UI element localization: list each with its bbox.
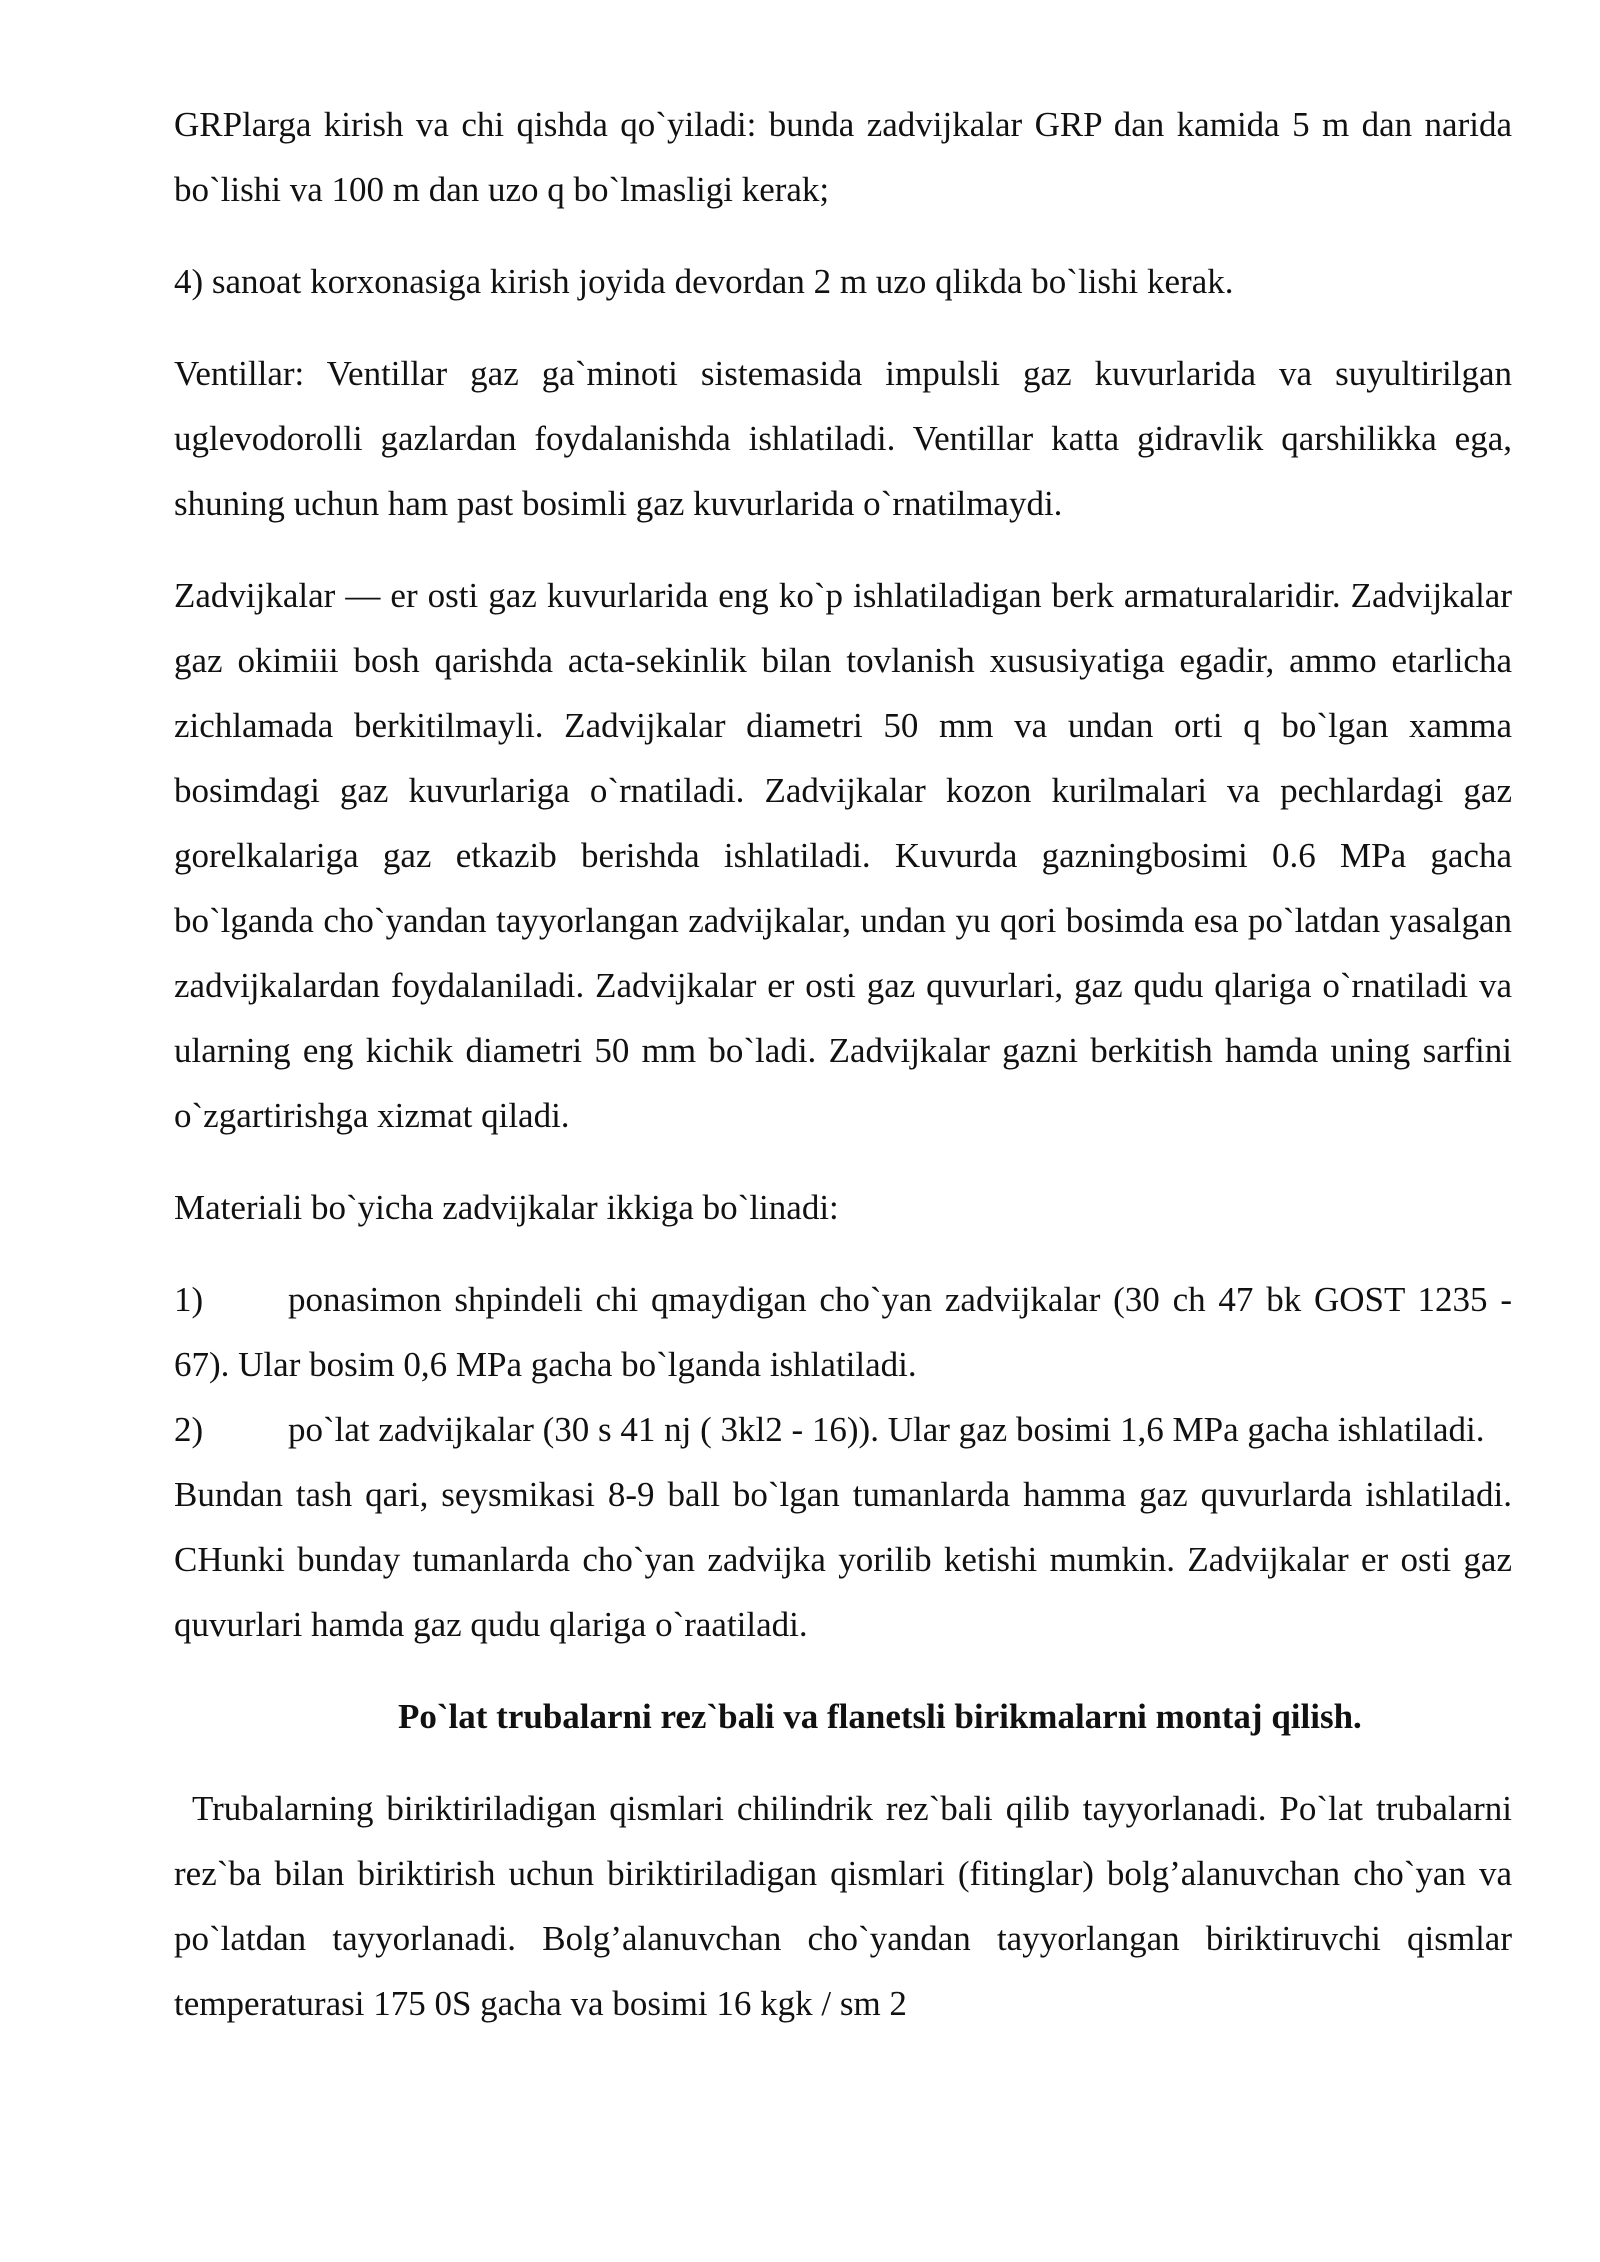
- paragraph-zadvijkalar: Zadvijkalar — er osti gaz kuvurlarida eng ko`p ishlatiladigan berk armaturalaridir. Zadvijkalar gaz okimiii bosh qarishda acta-sekinlik bilan tovlanish xususiyatiga egadir, ammo etarlicha zichlamada berkitilmayli. Zadvijkalar diametri 50 mm va undan orti q bo`lgan xamma bosimdagi gaz kuvurlariga o`rnatiladi. Zadvijkalar kozon kurilmalari va pechlardagi gaz gorelkalariga gaz etkazib berishda ishlatiladi. Kuvurda gazningbosimi 0.6 MPa gacha bo`lganda cho`yandan tayyorlangan zadvijkalar, undan yu qori bosimda esa po`latdan yasalgan zadvijkalardan foydalaniladi. Zadvijkalar er osti gaz quvurlari, gaz qudu qlariga o`rnatiladi va ularning eng kichik diametri 50 mm bo`ladi. Zadvijkalar gazni berkitish hamda uning sarfini o`zgartirishga xizmat qiladi.: [174, 576, 1512, 1135]
- list-item-text: po`lat zadvijkalar (30 s 41 nj ( 3kl2 - 16)). Ular gaz bosimi 1,6 MPa gacha ishlatiladi.: [288, 1410, 1485, 1449]
- list-item: [174, 1267, 1512, 1397]
- section-heading: Po`lat trubalarni rez`bali va flanetsli birikmalarni montaj qilish.: [398, 1697, 1362, 1736]
- paragraph-grp-valves: GRPlarga kirish va chi qishda qo`yiladi: bunda zadvijkalar GRP dan kamida 5 m dan narida bo`lishi va 100 m dan uzo q bo`lmasligi kerak;: [174, 105, 1512, 209]
- material-list: [174, 1267, 1512, 1462]
- list-item-number: 1): [174, 1280, 204, 1319]
- list-item-number: 2): [174, 1410, 204, 1449]
- paragraph-pipe-joints: Trubalarning biriktiriladigan qismlari chilindrik rez`bali qilib tayyorlanadi. Po`lat trubalarni rez`ba bilan biriktirish uchun biriktiriladigan qismlari (fitinglar) bolg’alanuvchan cho`yan va po`latdan tayyorlanadi. Bolg’alanuvchan cho`yandan tayyorlangan biriktiruvchi qismlar temperaturasi 175 0S gacha va bosimi 16 kgk / sm 2: [174, 1789, 1512, 2023]
- paragraph-ventillar: Ventillar: Ventillar gaz ga`minoti sistemasida impulsli gaz kuvurlarida va suyultirilgan uglevodorolli gazlardan foydalanishda ishlatiladi. Ventillar katta gidravlik qarshilikka ega, shuning uchun ham past bosimli gaz kuvurlarida o`rnatilmaydi.: [174, 354, 1512, 523]
- list-item-text: ponasimon shpindeli chi qmaydigan cho`yan zadvijkalar (30 ch 47 bk GOST 1235 - 67). Ular bosim 0,6 MPa gacha bo`lganda ishlatiladi.: [174, 1280, 1512, 1384]
- document-page: [174, 92, 1512, 2036]
- list-item: [174, 1397, 1512, 1462]
- paragraph-industrial-entry: 4) sanoat korxonasiga kirish joyida devordan 2 m uzo qlikda bo`lishi kerak.: [174, 262, 1234, 301]
- paragraph-material-intro: Materiali bo`yicha zadvijkalar ikkiga bo`linadi:: [174, 1188, 839, 1227]
- paragraph-seismic: Bundan tash qari, seysmikasi 8-9 ball bo`lgan tumanlarda hamma gaz quvurlarda ishlatiladi. CHunki bunday tumanlarda cho`yan zadvijka yorilib ketishi mumkin. Zadvijkalar er osti gaz quvurlari hamda gaz qudu qlariga o`raatiladi.: [174, 1475, 1512, 1644]
